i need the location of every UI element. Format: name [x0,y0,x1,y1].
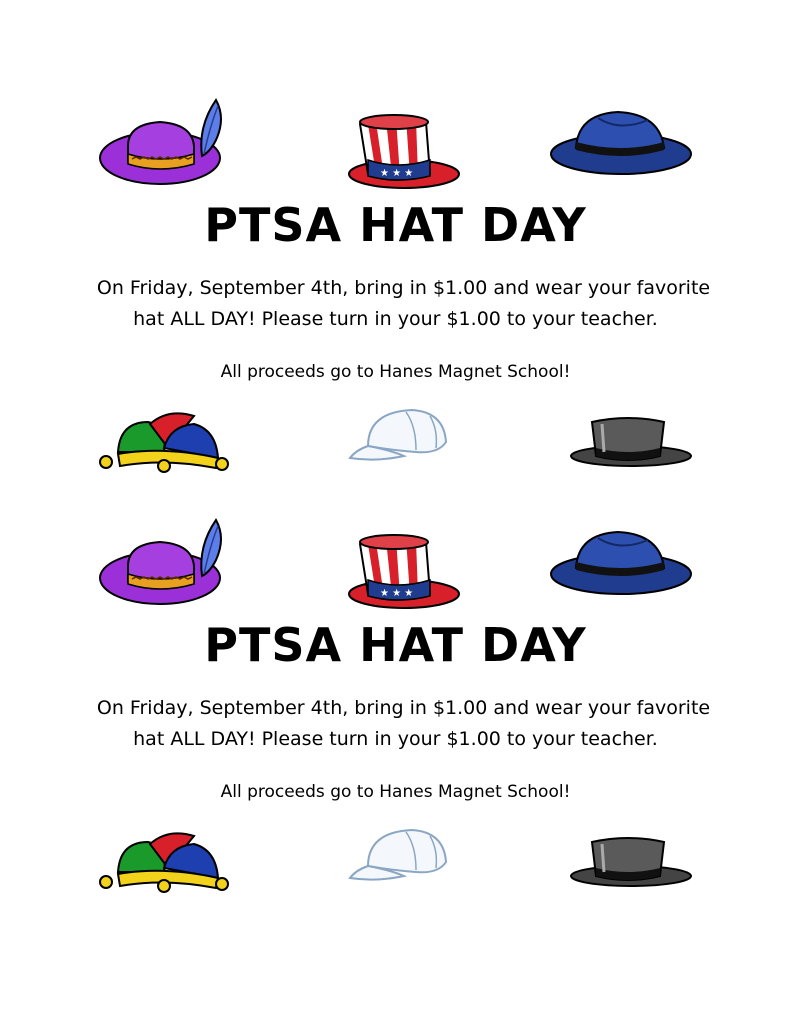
proceeds-note: All proceeds go to Hanes Magnet School! [220,782,571,802]
page-title: PTSA HAT DAY [204,198,587,252]
uncle-sam-hat-icon [346,532,462,610]
event-instructions-line: hat ALL DAY! Please turn in your $1.00 to your teacher. [133,728,658,750]
uncle-sam-hat-icon [346,112,462,190]
purple-feather-hat-icon [98,96,230,190]
event-instructions-line: hat ALL DAY! Please turn in your $1.00 to your teacher. [133,308,658,330]
svg-text:★ ★ ★: ★ ★ ★ [380,168,414,179]
purple-feather-hat-icon [98,516,230,610]
svg-text:★ ★ ★: ★ ★ ★ [380,588,414,599]
page-title: PTSA HAT DAY [204,618,587,672]
blue-fedora-icon [548,528,694,598]
event-details-line: On Friday, September 4th, bring in $1.00 and wear your favorite [96,697,711,719]
jester-hat-icon [98,828,230,894]
event-details-line: On Friday, September 4th, bring in $1.00 and wear your favorite [96,277,711,299]
proceeds-note: All proceeds go to Hanes Magnet School! [220,362,571,382]
blue-fedora-icon [548,108,694,178]
black-top-hat-icon [568,834,694,890]
flyer-bottom [0,420,791,840]
baseball-cap-icon [346,826,452,886]
flyer-top [0,0,791,420]
